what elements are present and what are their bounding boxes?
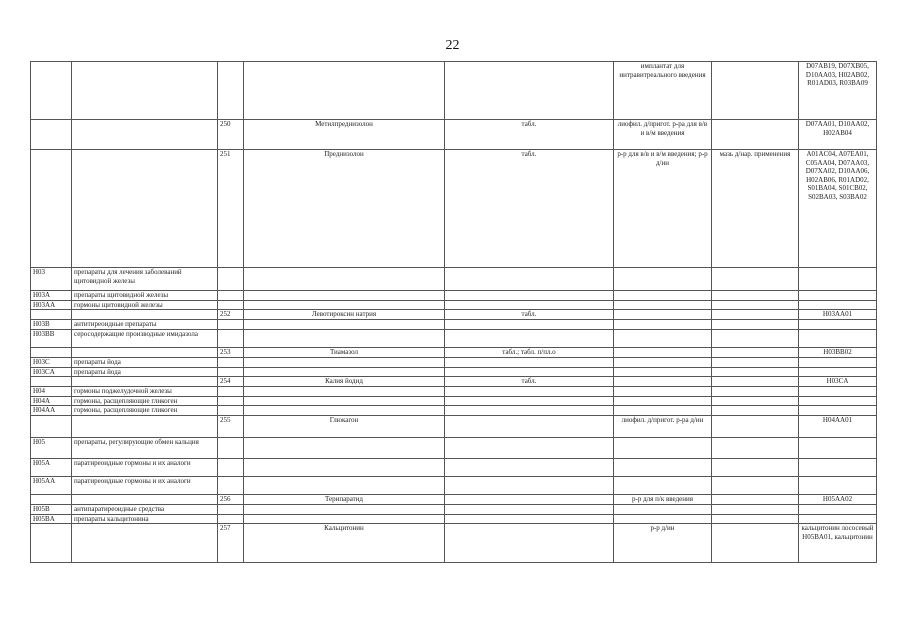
drug-name (244, 300, 445, 310)
dosage-route (614, 330, 712, 348)
alt-form (712, 358, 799, 368)
dosage-route: р-р для п/к введения (614, 495, 712, 505)
alt-form (712, 320, 799, 330)
atc-codes (799, 459, 877, 477)
drug-name (244, 320, 445, 330)
dosage-route (614, 367, 712, 377)
drug-name: Глюкагон (244, 416, 445, 438)
dosage-form: табл. (445, 377, 614, 387)
atc-codes (799, 358, 877, 368)
page-number: 22 (445, 38, 460, 53)
atc-codes (799, 514, 877, 524)
drug-table (30, 61, 877, 563)
alt-form (712, 524, 799, 563)
dosage-form (445, 291, 614, 301)
drug-name (244, 438, 445, 459)
row-code: H03A (31, 291, 72, 301)
dosage-route (614, 300, 712, 310)
table-row (31, 477, 877, 495)
row-number: 252 (218, 310, 244, 320)
drug-name (244, 358, 445, 368)
dosage-form: табл. (445, 310, 614, 320)
alt-form (712, 310, 799, 320)
dosage-form (445, 505, 614, 515)
row-code: H05A (31, 459, 72, 477)
table-row (31, 120, 877, 150)
alt-form (712, 268, 799, 291)
row-description (72, 120, 218, 150)
alt-form (712, 300, 799, 310)
row-code (31, 416, 72, 438)
table-row (31, 330, 877, 348)
dosage-route: р-р для в/в и в/м введения; р-р д/ин (614, 150, 712, 268)
atc-codes: D07AB19, D07XB05, D10AA03, H02AB02, R01AD03, R03BA09 (799, 62, 877, 120)
dosage-form (445, 524, 614, 563)
row-description (72, 416, 218, 438)
table-row (31, 268, 877, 291)
row-description: гормоны поджелудочной железы (72, 387, 218, 397)
drug-name: Терипаратид (244, 495, 445, 505)
row-number: 257 (218, 524, 244, 563)
row-number: 253 (218, 348, 244, 358)
atc-codes: D07AA01, D10AA02, H02AB04 (799, 120, 877, 150)
drug-name: Левотироксин натрия (244, 310, 445, 320)
row-code: H04 (31, 387, 72, 397)
dosage-route (614, 377, 712, 387)
dosage-form (445, 416, 614, 438)
row-number (218, 367, 244, 377)
atc-codes (799, 505, 877, 515)
table-row (31, 387, 877, 397)
row-number (218, 396, 244, 406)
atc-codes (799, 406, 877, 416)
alt-form (712, 377, 799, 387)
row-number: 255 (218, 416, 244, 438)
atc-codes (799, 320, 877, 330)
row-code (31, 348, 72, 358)
row-description: препараты йода (72, 358, 218, 368)
row-code: H03AA (31, 300, 72, 310)
row-description (72, 310, 218, 320)
dosage-form (445, 330, 614, 348)
dosage-route (614, 396, 712, 406)
row-code (31, 150, 72, 268)
atc-codes (799, 300, 877, 310)
table-row (31, 348, 877, 358)
drug-name (244, 268, 445, 291)
drug-name (244, 387, 445, 397)
dosage-form (445, 495, 614, 505)
drug-name: Кальцитонин (244, 524, 445, 563)
atc-codes: кальцитонин лососевый H05BA01, кальцитонин (799, 524, 877, 563)
table-row (31, 62, 877, 120)
row-number (218, 477, 244, 495)
row-description: антипаратиреоидные средства (72, 505, 218, 515)
row-description: паратиреоидные гормоны и их аналоги (72, 459, 218, 477)
row-description: гормоны, расщепляющие гликоген (72, 396, 218, 406)
alt-form (712, 416, 799, 438)
alt-form (712, 495, 799, 505)
dosage-route (614, 514, 712, 524)
row-number (218, 268, 244, 291)
row-code (31, 62, 72, 120)
dosage-form (445, 268, 614, 291)
row-code: H05AA (31, 477, 72, 495)
row-code: H03CA (31, 367, 72, 377)
dosage-route (614, 310, 712, 320)
table-row (31, 416, 877, 438)
alt-form (712, 505, 799, 515)
row-description (72, 150, 218, 268)
table-row (31, 377, 877, 387)
table-row (31, 406, 877, 416)
row-number (218, 62, 244, 120)
row-number (218, 330, 244, 348)
row-code (31, 495, 72, 505)
row-description (72, 377, 218, 387)
row-number: 250 (218, 120, 244, 150)
dosage-form (445, 367, 614, 377)
row-code (31, 310, 72, 320)
row-code: H03C (31, 358, 72, 368)
row-number (218, 406, 244, 416)
dosage-form (445, 320, 614, 330)
row-code: H03BB (31, 330, 72, 348)
atc-codes: H05AA02 (799, 495, 877, 505)
atc-codes (799, 268, 877, 291)
row-description: гормоны, расщепляющие гликоген (72, 406, 218, 416)
alt-form (712, 120, 799, 150)
atc-codes (799, 367, 877, 377)
dosage-form (445, 396, 614, 406)
row-number (218, 358, 244, 368)
dosage-form: табл. (445, 120, 614, 150)
dosage-route (614, 406, 712, 416)
row-code: H05BA (31, 514, 72, 524)
row-number: 251 (218, 150, 244, 268)
row-description: антитиреоидные препараты (72, 320, 218, 330)
table-row (31, 514, 877, 524)
alt-form (712, 459, 799, 477)
drug-name: Метилпреднизолон (244, 120, 445, 150)
dosage-route (614, 320, 712, 330)
drug-name: Преднизолон (244, 150, 445, 268)
atc-codes (799, 396, 877, 406)
alt-form (712, 62, 799, 120)
alt-form: мазь д/нар. применения (712, 150, 799, 268)
row-code: H04AA (31, 406, 72, 416)
row-description: препараты йода (72, 367, 218, 377)
dosage-route (614, 387, 712, 397)
row-description: паратиреоидные гормоны и их аналоги (72, 477, 218, 495)
row-description (72, 524, 218, 563)
atc-codes (799, 387, 877, 397)
dosage-form (445, 477, 614, 495)
row-description (72, 348, 218, 358)
row-number: 256 (218, 495, 244, 505)
drug-name (244, 406, 445, 416)
atc-codes: H03BB02 (799, 348, 877, 358)
table-row (31, 291, 877, 301)
table-row (31, 505, 877, 515)
drug-name (244, 62, 445, 120)
alt-form (712, 330, 799, 348)
row-number (218, 438, 244, 459)
row-code: H03B (31, 320, 72, 330)
row-number (218, 505, 244, 515)
dosage-form (445, 514, 614, 524)
dosage-form: табл.; табл. п/пл.о (445, 348, 614, 358)
row-description: гормоны щитовидной железы (72, 300, 218, 310)
drug-name (244, 477, 445, 495)
alt-form (712, 291, 799, 301)
dosage-route: лиофил. д/пригот. р-ра д/ин (614, 416, 712, 438)
dosage-form: табл. (445, 150, 614, 268)
row-description: препараты, регулирующие обмен кальция (72, 438, 218, 459)
row-number (218, 459, 244, 477)
alt-form (712, 367, 799, 377)
dosage-route (614, 438, 712, 459)
atc-codes (799, 330, 877, 348)
table-row (31, 150, 877, 268)
dosage-route (614, 291, 712, 301)
drug-name (244, 330, 445, 348)
dosage-form (445, 438, 614, 459)
drug-name (244, 505, 445, 515)
table-row (31, 310, 877, 320)
table-row (31, 524, 877, 563)
dosage-route: р-р д/ин (614, 524, 712, 563)
atc-codes (799, 291, 877, 301)
drug-name (244, 514, 445, 524)
atc-codes: H03CA (799, 377, 877, 387)
atc-codes (799, 477, 877, 495)
dosage-form (445, 358, 614, 368)
dosage-route (614, 348, 712, 358)
dosage-route (614, 358, 712, 368)
dosage-route: имплантат для интравитреального введения (614, 62, 712, 120)
drug-name: Тиамазол (244, 348, 445, 358)
row-number (218, 387, 244, 397)
table-row (31, 367, 877, 377)
dosage-route: лиофил. д/пригот. р-ра для в/в и в/м введения (614, 120, 712, 150)
row-number (218, 514, 244, 524)
dosage-route (614, 477, 712, 495)
row-description (72, 495, 218, 505)
alt-form (712, 348, 799, 358)
dosage-form (445, 406, 614, 416)
row-code: H05B (31, 505, 72, 515)
drug-name (244, 459, 445, 477)
atc-codes (799, 438, 877, 459)
drug-name: Калия йодид (244, 377, 445, 387)
table-row (31, 358, 877, 368)
table-row (31, 495, 877, 505)
table-row (31, 396, 877, 406)
drug-name (244, 396, 445, 406)
row-code (31, 524, 72, 563)
alt-form (712, 438, 799, 459)
dosage-route (614, 268, 712, 291)
row-number (218, 291, 244, 301)
dosage-route (614, 505, 712, 515)
row-description: препараты для лечения заболеваний щитовидной железы (72, 268, 218, 291)
alt-form (712, 396, 799, 406)
row-description: препараты щитовидной железы (72, 291, 218, 301)
drug-name (244, 291, 445, 301)
table-row (31, 320, 877, 330)
atc-codes: H03AA01 (799, 310, 877, 320)
row-code (31, 120, 72, 150)
table-row (31, 300, 877, 310)
dosage-route (614, 459, 712, 477)
table-row (31, 459, 877, 477)
alt-form (712, 406, 799, 416)
row-number: 254 (218, 377, 244, 387)
row-code (31, 377, 72, 387)
alt-form (712, 477, 799, 495)
row-code: H03 (31, 268, 72, 291)
row-number (218, 320, 244, 330)
atc-codes: H04AA01 (799, 416, 877, 438)
dosage-form (445, 459, 614, 477)
drug-name (244, 367, 445, 377)
table-row (31, 438, 877, 459)
row-code: H05 (31, 438, 72, 459)
dosage-form (445, 62, 614, 120)
row-description: серосодержащие производные имидазола (72, 330, 218, 348)
row-description: препараты кальцитонина (72, 514, 218, 524)
alt-form (712, 387, 799, 397)
dosage-form (445, 300, 614, 310)
row-number (218, 300, 244, 310)
atc-codes: A01AC04, A07EA01, C05AA04, D07AA03, D07XA02, D10AA06, H02AB06, R01AD02, S01BA04, S01CB02, S02BA03, S03BA02 (799, 150, 877, 268)
row-description (72, 62, 218, 120)
alt-form (712, 514, 799, 524)
dosage-form (445, 387, 614, 397)
row-code: H04A (31, 396, 72, 406)
